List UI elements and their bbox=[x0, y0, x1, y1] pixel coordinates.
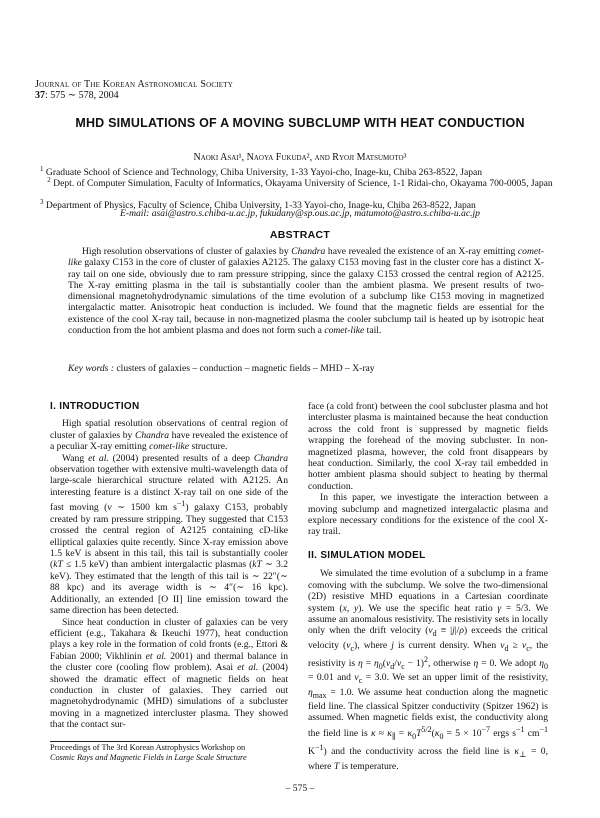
body-paragraph: In this paper, we investigate the interaction between a moving subclump and magnetized intergalactic plasma and explore necessary conditions for the existence of the cool X-ray trail. bbox=[308, 492, 548, 538]
body-paragraph: face (a cold front) between the cool subcluster plasma and hot intercluster plasma is maintained because the heat conduction across the cold front is suppressed by magnetic fields wrapping the forehead of the moving subcluster. In non-magnetized plasma, however, the cold front disappears by heat conduction. Similarly, the cool X-ray tail embedded in hotter ambient plasma should subject to heating by thermal conduction. bbox=[308, 401, 548, 492]
section-heading-introduction: I. INTRODUCTION bbox=[50, 401, 140, 412]
affiliation-2: $^2$ Dept. of Computer Simulation, Faculty of Informatics, Okayama University of Science, 1-1 Ridai-cho, Okayama 700-0005, Japan bbox=[47, 176, 553, 190]
volume-info: 37: 575 ∼ 578, 2004 bbox=[35, 90, 119, 101]
body-paragraph: Since heat conduction in cluster of galaxies can be very efficient (e.g., Takahara & Ikeuchi 1977), heat conduction plays a key role in the formation of cold fronts (e.g., Ettori & Fabian 2000; Vikhlinin et al. 2001) and thermal balance in the cluster core (cooling flow problem). Asai et al. (2004) showed the dramatic effect of magnetic fields on heat conduction in cluster of galaxies. They carried out magnetohydrodynamic (MHD) simulations of a subcluster moving in a magnetized intercluster plasma. They showed that the contact sur- bbox=[50, 616, 288, 731]
affiliation-3: $^3$ Department of Physics, Faculty of Science, Chiba University, 1-33 Yayoi-cho, Inage-ku, Chiba 263-8522, Japan bbox=[40, 198, 476, 212]
body-paragraph: Wang et al. (2004) presented results of a deep Chandra observation together with extensive multi-wavelength data of large-scale hierarchical structure related with A2125. An interesting feature is a distinct X-ray tail on one side of the fast moving (v ∼ 1500 km $s^{-1}$) galaxy C153, probably created by ram pressure stripping. They suggested that C153 crossed the central region of A2125 containing cD-like elliptical galaxies quite recently. Since X-ray emission above 1.5 keV is absent in this tail, this tail is substantially cooler (kT ≤ 1.5 keV) than ambient intergalactic plasmas (kT ∼ 3.2 keV). They estimated that the length of this tail is ∼ 22″(∼ 88 kpc) and its average width is ∼ 4″(∼ 16 kpc). Additionally, an extended [O II] line emission toward the same direction has been detected. bbox=[50, 452, 288, 617]
body-paragraph: We simulated the time evolution of a subclump in a frame comoving with the subclump. We solve the two-dimensional (2D) resistive MHD equations in a Cartesian coordinate system (x, y). We use the specific heat ratio γ = 5/3. We assume an anomalous resistivity. The resistivity sets in locally only when the drift velocity $(v_d \equiv |j|/\rho)$ exceeds the critical velocity $(v_c)$, where j is current density. When $v_d \ge v_c$, the resistivity is $\eta = \eta_0(v_d/v_c - 1)^2$, otherwise η = 0. We adopt $\eta_0 = 0.01$ and $v_c = 3.0$. We set an upper limit of the resistivity, $\eta_{max} = 1.0$. We assume heat conduction along the magnetic field line. The classical Spitzer conductivity (Spitzer 1962) is assumed. When magnetic fields exist, the conductivity along the field line is $\kappa \approx \kappa_\parallel = \kappa_0T^{5/2}(\kappa_0 = 5 \times 10^{-7}$ ergs $s^{-1}$ $cm^{-1}$ $K^{-1}$) and the conductivity across the field line is $\kappa_\perp = 0$, where T is temperature. bbox=[308, 568, 549, 772]
abstract-text: High resolution observations of cluster of galaxies by Chandra have revealed the existence of an X-ray emitting comet-like galaxy C153 in the core of cluster of galaxies A2125. The galaxy C153 moving fast in the cluster core has a distinct X-ray tail on one side, obviously due to ram pressure stripping, since the galaxy C153 crossed the central region of A2125. The X-ray emitting plasma in the tail is substantially cooler than the ambient plasma. We present results of two-dimensional magnetohydrodynamic simulations of the time evolution of a subclump like C153 moving in magnetized intergalactic matter. Anisotropic heat conduction is included. We found that the magnetic fields are essential for the existence of the cool X-ray tail, because in non-magnetized plasma the cooler subclump tail is heated up by isotropic heat conduction from the hot ambient plasma and does not form such a comet-like tail. bbox=[68, 246, 544, 337]
journal-name: Journal of The Korean Astronomical Society bbox=[35, 79, 233, 90]
affiliation-1: $^1$ Graduate School of Science and Technology, Chiba University, 1-33 Yayoi-cho, Inage-ku, Chiba 263-8522, Japan bbox=[40, 165, 483, 179]
paper-title: MHD SIMULATIONS OF A MOVING SUBCLUMP WITH HEAT CONDUCTION bbox=[75, 116, 525, 130]
footnote-rule bbox=[50, 741, 200, 742]
abstract-heading: ABSTRACT bbox=[269, 229, 331, 241]
page-number: – 575 – bbox=[285, 783, 315, 794]
email-addresses: E-mail: asai@astro.s.chiba-u.ac.jp, fukudany@sp.ous.ac.jp, matumoto@astro.s.chiba-u.ac.jp bbox=[120, 208, 480, 219]
left-column bbox=[50, 401, 288, 731]
body-paragraph: High spatial resolution observations of central region of cluster of galaxies by Chandra have revealed the existence of a peculiar X-ray emitting comet-like structure. bbox=[50, 418, 288, 453]
author-list: Naoki Asai¹, Naoya Fukuda², and Ryoji Matsumoto³ bbox=[193, 152, 407, 163]
section-heading-simulation-model: II. SIMULATION MODEL bbox=[308, 549, 426, 561]
footnote: Proceedings of The 3rd Korean Astrophysics Workshop on Cosmic Rays and Magnetic Fields in Large Scale Structure bbox=[50, 743, 247, 762]
right-column bbox=[308, 401, 548, 772]
keywords: Key words : clusters of galaxies – conduction – magnetic fields – MHD – X-ray bbox=[68, 363, 375, 374]
